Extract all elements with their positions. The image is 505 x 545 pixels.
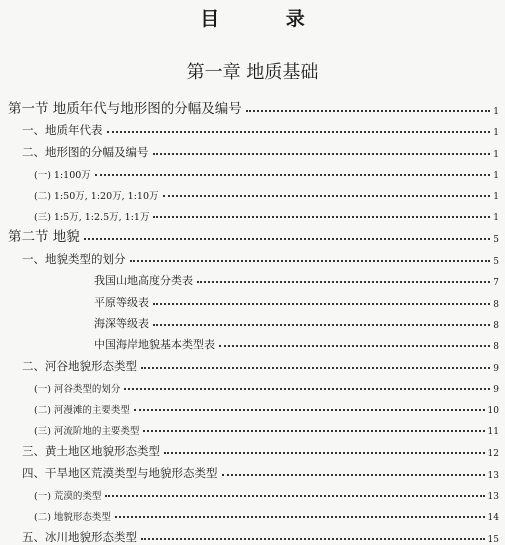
entry-label: (二) 河漫滩的主要类型: [34, 405, 130, 416]
leader-dots: [134, 409, 485, 411]
toc-entry[interactable]: [0, 118, 505, 138]
toc-entry[interactable]: [0, 396, 505, 416]
page-number: 1: [493, 213, 499, 223]
entry-label: 五、冰川地貌形态类型: [22, 530, 137, 544]
leader-dots: [141, 367, 490, 369]
entry-label: 平原等级表: [94, 296, 149, 309]
page-number: 10: [487, 406, 499, 416]
page-number: 9: [493, 364, 499, 374]
leader-dots: [153, 324, 490, 326]
page-number: 1: [493, 107, 499, 117]
entry-label: (二) 1:50万, 1:20万, 1:10万: [34, 191, 159, 202]
toc-entry[interactable]: [0, 311, 505, 331]
page-number: 7: [493, 278, 499, 288]
leader-dots: [84, 238, 490, 240]
toc-entry[interactable]: [0, 503, 505, 523]
toc-entry[interactable]: [0, 203, 505, 223]
leader-dots: [130, 260, 491, 262]
toc-entry[interactable]: [0, 525, 505, 545]
toc-entry[interactable]: [0, 439, 505, 459]
page-number: 5: [493, 235, 499, 245]
toc-entry[interactable]: [0, 354, 505, 374]
entry-label: 第一节 地质年代与地形图的分幅及编号: [8, 101, 242, 117]
entry-label: 二、地形图的分幅及编号: [22, 145, 149, 159]
page-number: 1: [493, 150, 499, 160]
entry-label: 三、黄土地区地貌形态类型: [22, 444, 160, 458]
leader-dots: [107, 131, 491, 133]
leader-dots: [163, 195, 491, 197]
page-number: 11: [487, 427, 499, 437]
page-number: 5: [493, 257, 499, 267]
leader-dots: [246, 110, 490, 112]
page-number: 14: [487, 513, 499, 523]
toc-entry[interactable]: [0, 247, 505, 267]
toc-entry[interactable]: [0, 417, 505, 437]
entry-label: 一、地貌类型的划分: [22, 252, 126, 266]
page-number: 12: [487, 449, 499, 459]
entry-label: (二) 地貌形态类型: [34, 512, 111, 523]
toc-title: 目 录: [200, 8, 335, 30]
leader-dots: [222, 474, 485, 476]
leader-dots: [197, 281, 490, 283]
page-number: 15: [487, 535, 499, 545]
leader-dots: [124, 388, 490, 390]
page-number: 8: [493, 300, 499, 310]
page-number: 9: [493, 385, 499, 395]
page-number: 1: [493, 192, 499, 202]
page-number: 8: [493, 342, 499, 352]
toc-entry[interactable]: [0, 482, 505, 502]
chapter-heading: 第一章 地质基础: [186, 62, 319, 83]
leader-dots: [164, 452, 485, 454]
entry-label: 第二节 地貌: [8, 229, 80, 245]
toc-entry[interactable]: [0, 268, 505, 288]
toc-entry[interactable]: [0, 461, 505, 481]
leader-dots: [115, 516, 485, 518]
toc-entry[interactable]: [0, 161, 505, 181]
toc-entry[interactable]: [0, 97, 505, 117]
page-number: 1: [493, 171, 499, 181]
toc-entry[interactable]: [0, 290, 505, 310]
entry-label: (三) 1:5万, 1:2.5万, 1:1万: [34, 212, 150, 223]
entry-label: (一) 河谷类型的划分: [34, 384, 121, 395]
entry-label: 一、地质年代表: [22, 123, 103, 137]
toc-entry[interactable]: [0, 225, 505, 245]
leader-dots: [105, 495, 484, 497]
entry-label: (一) 荒漠的类型: [34, 491, 102, 502]
leader-dots: [141, 538, 485, 540]
entry-label: 我国山地高度分类表: [94, 274, 193, 287]
leader-dots: [153, 303, 490, 305]
entry-label: (三) 河流阶地的主要类型: [34, 426, 140, 437]
leader-dots: [153, 153, 491, 155]
page-number: 13: [487, 471, 499, 481]
toc-entry[interactable]: [0, 375, 505, 395]
leader-dots: [143, 430, 484, 432]
entry-label: 海深等级表: [94, 317, 149, 330]
toc-entry[interactable]: [0, 182, 505, 202]
toc-entry[interactable]: [0, 140, 505, 160]
toc-entry[interactable]: [0, 332, 505, 352]
entry-label: 四、干旱地区荒漠类型与地貌形态类型: [22, 466, 218, 480]
page-number: 1: [493, 128, 499, 138]
leader-dots: [219, 345, 490, 347]
entry-label: (一) 1:100万: [34, 170, 91, 181]
entry-label: 二、河谷地貌形态类型: [22, 359, 137, 373]
page-number: 13: [487, 492, 499, 502]
page-number: 8: [493, 321, 499, 331]
entry-label: 中国海岸地貌基本类型表: [94, 338, 215, 351]
leader-dots: [95, 174, 490, 176]
leader-dots: [153, 216, 490, 218]
